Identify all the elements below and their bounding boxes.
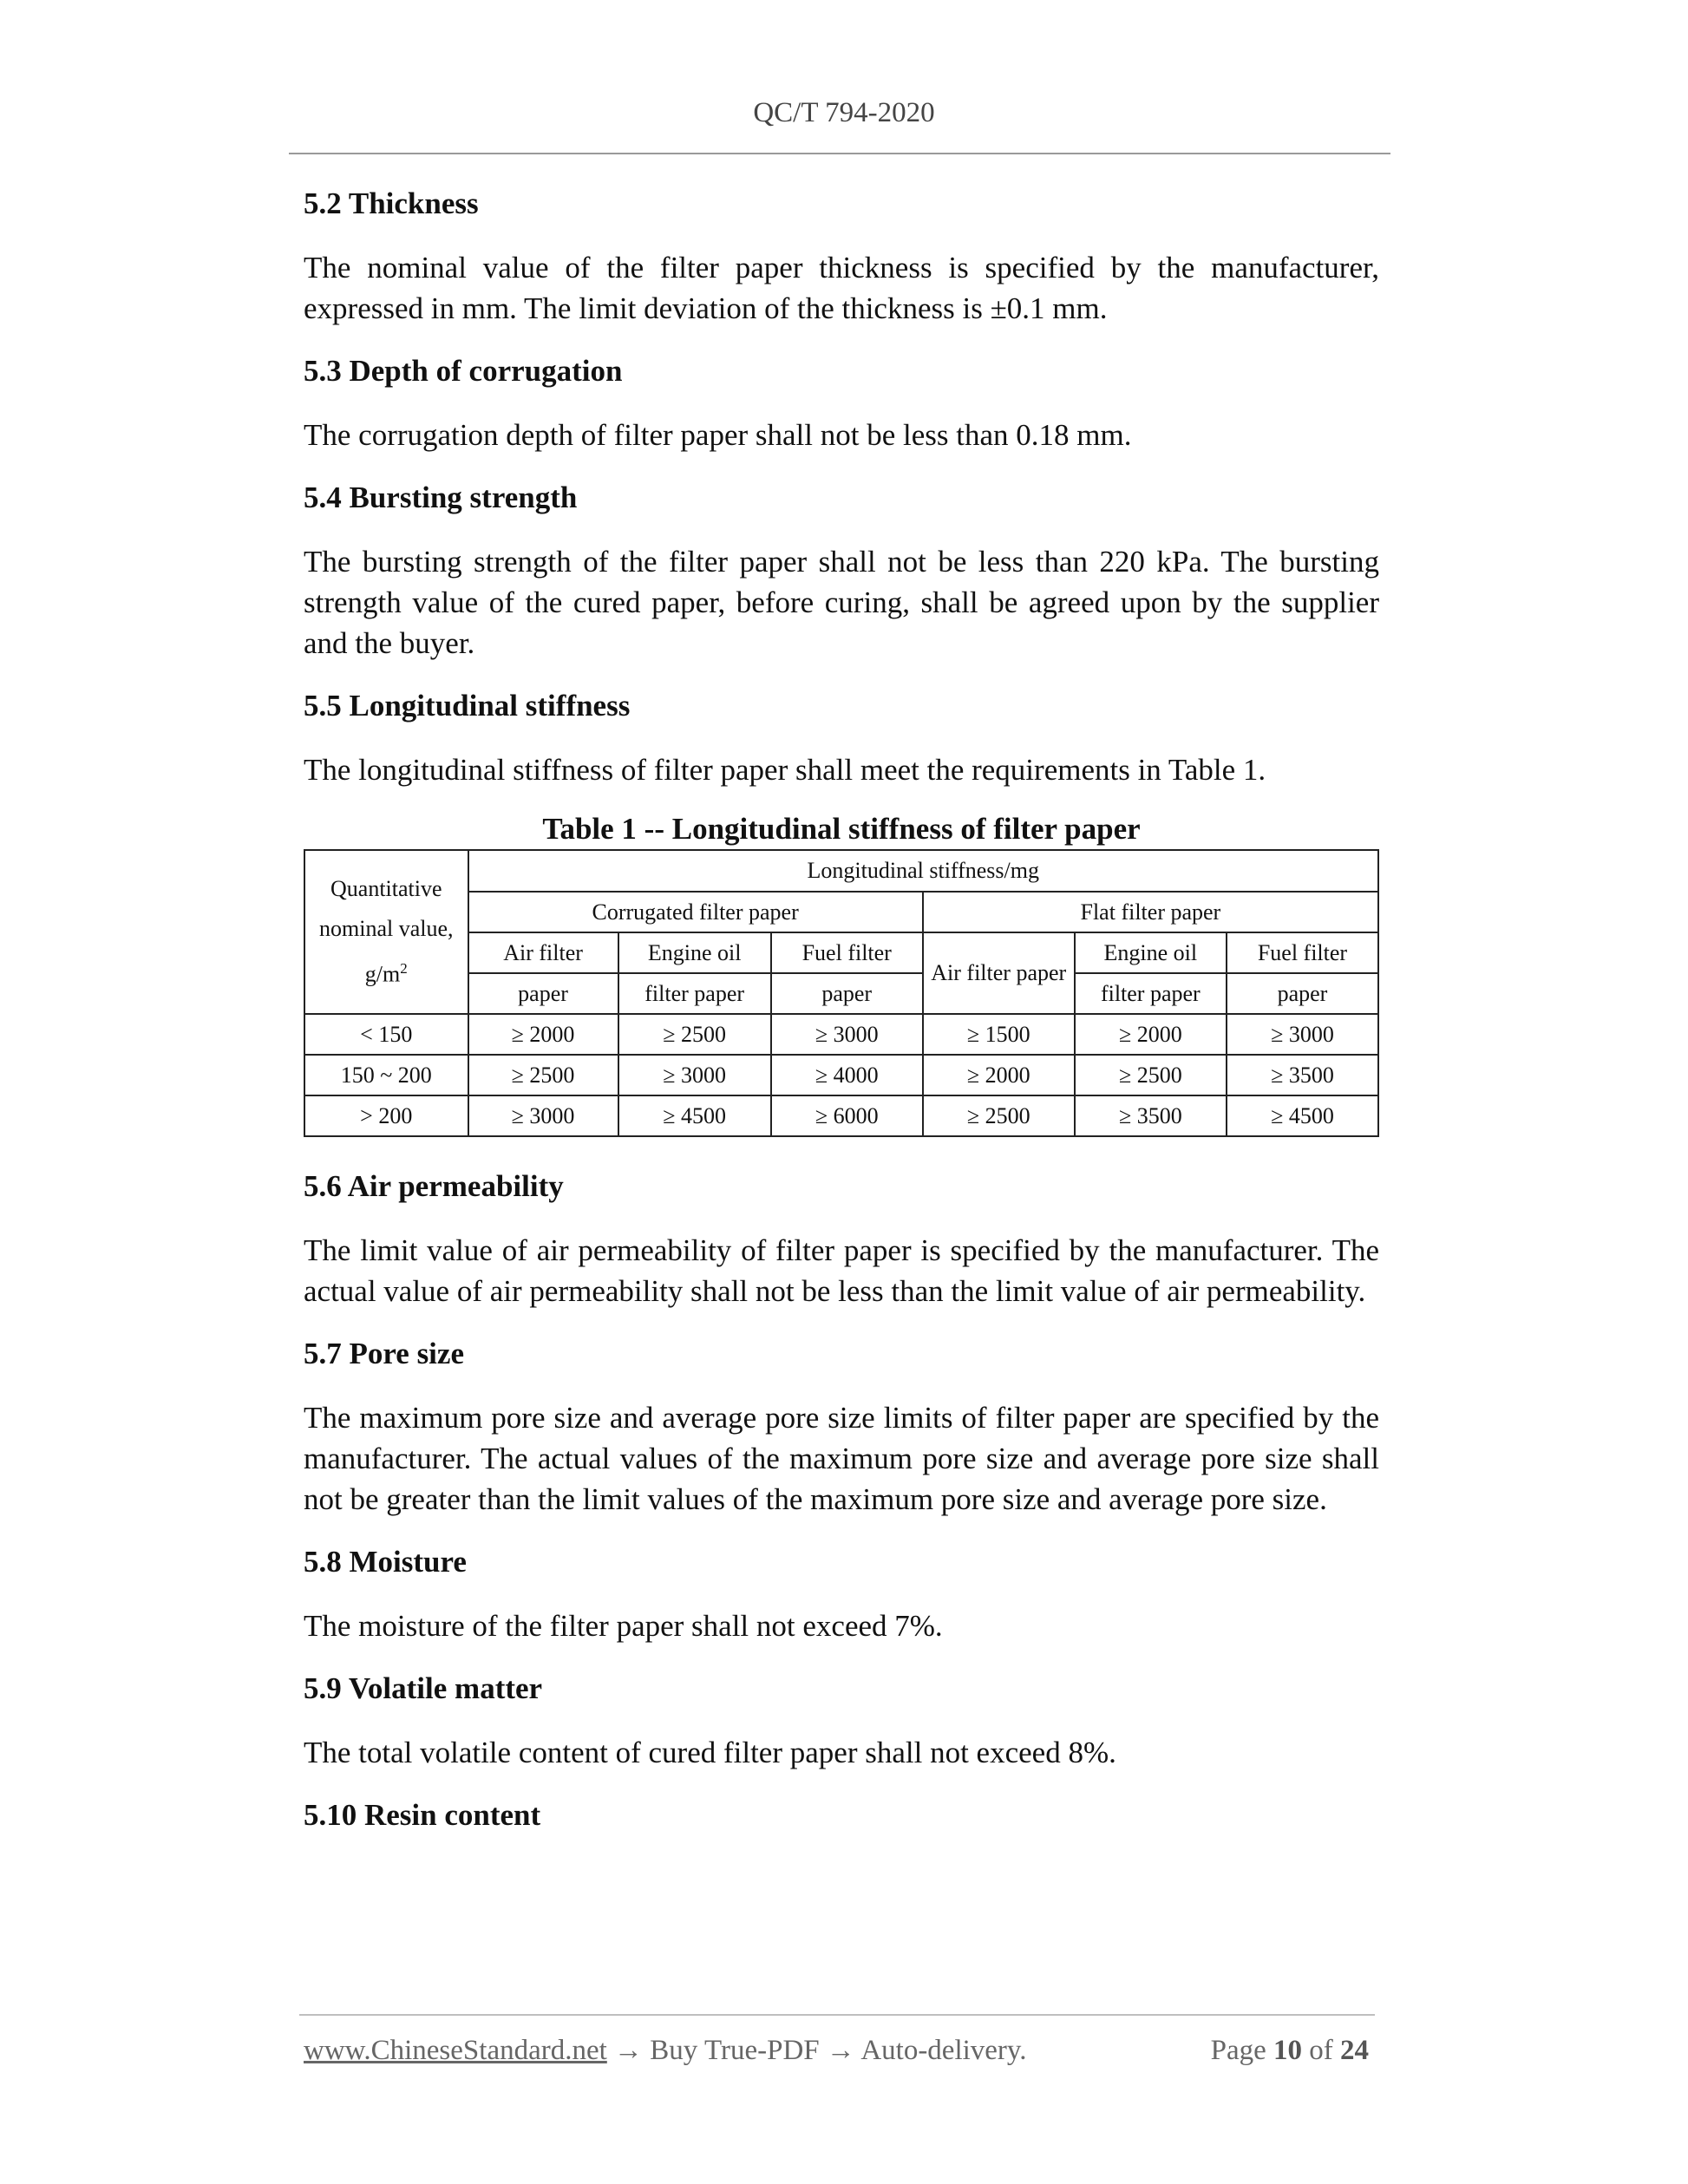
- header-divider: [289, 153, 1390, 154]
- arrow-icon: →: [614, 2035, 644, 2066]
- col-header-cont: paper: [468, 973, 618, 1014]
- table-1-title: Table 1 -- Longitudinal stiffness of filter paper: [542, 812, 1141, 846]
- section-5-7-title: 5.7 Pore size: [304, 1337, 464, 1370]
- row-label: 150 ~ 200: [304, 1055, 468, 1095]
- section-5-8-title: 5.8 Moisture: [304, 1545, 467, 1579]
- table-cell: ≥ 3000: [618, 1055, 771, 1095]
- col-header-cont: paper: [1227, 973, 1378, 1014]
- page-word: Page: [1210, 2035, 1266, 2066]
- page-number: [1211, 2035, 1369, 2067]
- table-cell: ≥ 2500: [468, 1055, 618, 1095]
- col-header: Engine oil: [618, 932, 771, 973]
- table-cell: ≥ 4500: [1227, 1095, 1378, 1136]
- section-5-5-title: 5.5 Longitudinal stiffness: [304, 689, 631, 723]
- section-5-4-text: The bursting strength of the filter paper shall not be less than 220 kPa. The bursting strength value of the cured paper, before curing, shall be agreed upon by the supplier and the buyer.: [304, 545, 1379, 660]
- row-label: > 200: [304, 1095, 468, 1136]
- section-5-2-title: 5.2 Thickness: [304, 186, 479, 220]
- section-5-4-title: 5.4 Bursting strength: [304, 481, 578, 514]
- footer-promo: [304, 2035, 1027, 2067]
- arrow-icon: →: [826, 2035, 855, 2066]
- table-cell: ≥ 2500: [618, 1014, 771, 1055]
- buy-text: Buy True-PDF: [650, 2035, 820, 2066]
- col-header: Engine oil: [1075, 932, 1227, 973]
- section-5-3-text: The corrugation depth of filter paper shall not be less than 0.18 mm.: [304, 418, 1132, 452]
- section-5-2-text: The nominal value of the filter paper thickness is specified by the manufacturer, expressed in mm. The limit deviation of the thickness is ±0.1 mm.: [304, 251, 1379, 325]
- table-cell: ≥ 3500: [1227, 1055, 1378, 1095]
- table-cell: ≥ 4000: [771, 1055, 923, 1095]
- table-cell: ≥ 2000: [468, 1014, 618, 1055]
- col-header: Fuel filter: [1227, 932, 1378, 973]
- footer-divider: [299, 2014, 1375, 2016]
- table-row: [304, 1014, 1378, 1055]
- col-header: Fuel filter: [771, 932, 923, 973]
- section-5-10-title: 5.10 Resin content: [304, 1798, 541, 1832]
- section-5-7-text: The maximum pore size and average pore size limits of filter paper are specified by the manufacturer. The actual values of the maximum pore size and average pore size shall not be greater than the limit values of the maximum pore size and average pore size.: [304, 1401, 1379, 1516]
- section-5-3-title: 5.3 Depth of corrugation: [304, 354, 623, 388]
- col-header: Air filter paper: [923, 932, 1075, 1014]
- section-5-9-title: 5.9 Volatile matter: [304, 1671, 543, 1705]
- stiffness-table: [304, 849, 1379, 1137]
- col-header: Air filter: [468, 932, 618, 973]
- total-pages: 24: [1340, 2035, 1369, 2066]
- page-header: QC/T 794-2020: [753, 97, 935, 128]
- row-header-unit: g/m: [364, 961, 401, 987]
- col-header-cont: paper: [771, 973, 923, 1014]
- table-cell: ≥ 3000: [468, 1095, 618, 1136]
- table-cell: ≥ 3000: [771, 1014, 923, 1055]
- section-5-6-text: The limit value of air permeability of filter paper is specified by the manufacturer. The actual value of air permeability shall not be less than the limit value of air permeability.: [304, 1233, 1379, 1308]
- section-5-6-title: 5.6 Air permeability: [304, 1169, 564, 1203]
- table-cell: ≥ 3000: [1227, 1014, 1378, 1055]
- section-5-5-text: The longitudinal stiffness of filter paper shall meet the requirements in Table 1.: [304, 753, 1266, 787]
- delivery-text: Auto-delivery.: [860, 2035, 1027, 2066]
- current-page: 10: [1273, 2035, 1302, 2066]
- table-cell: ≥ 2500: [1075, 1055, 1227, 1095]
- table-cell: ≥ 6000: [771, 1095, 923, 1136]
- row-header-line1: Quantitative: [330, 876, 442, 902]
- table-row: [304, 1055, 1378, 1095]
- flat-header: Flat filter paper: [923, 892, 1378, 932]
- group-header: Longitudinal stiffness/mg: [468, 850, 1378, 892]
- row-label: < 150: [304, 1014, 468, 1055]
- document-body: [304, 182, 1379, 1835]
- row-header-unit-exponent: 2: [400, 960, 408, 978]
- table-cell: ≥ 1500: [923, 1014, 1075, 1055]
- row-header-line2: nominal value,: [319, 916, 454, 942]
- table-cell: ≥ 3500: [1075, 1095, 1227, 1136]
- table-cell: ≥ 2000: [923, 1055, 1075, 1095]
- table-cell: ≥ 2500: [923, 1095, 1075, 1136]
- section-5-8-text: The moisture of the filter paper shall not exceed 7%.: [304, 1609, 943, 1643]
- corrugated-header: Corrugated filter paper: [468, 892, 923, 932]
- table-row: [304, 1095, 1378, 1136]
- row-header-cell: [304, 850, 468, 1014]
- col-header-cont: filter paper: [618, 973, 771, 1014]
- col-header-cont: filter paper: [1075, 973, 1227, 1014]
- table-cell: ≥ 2000: [1075, 1014, 1227, 1055]
- section-5-9-text: The total volatile content of cured filter paper shall not exceed 8%.: [304, 1736, 1116, 1769]
- table-cell: ≥ 4500: [618, 1095, 771, 1136]
- website-link[interactable]: www.ChineseStandard.net: [304, 2035, 607, 2066]
- of-word: of: [1309, 2035, 1333, 2066]
